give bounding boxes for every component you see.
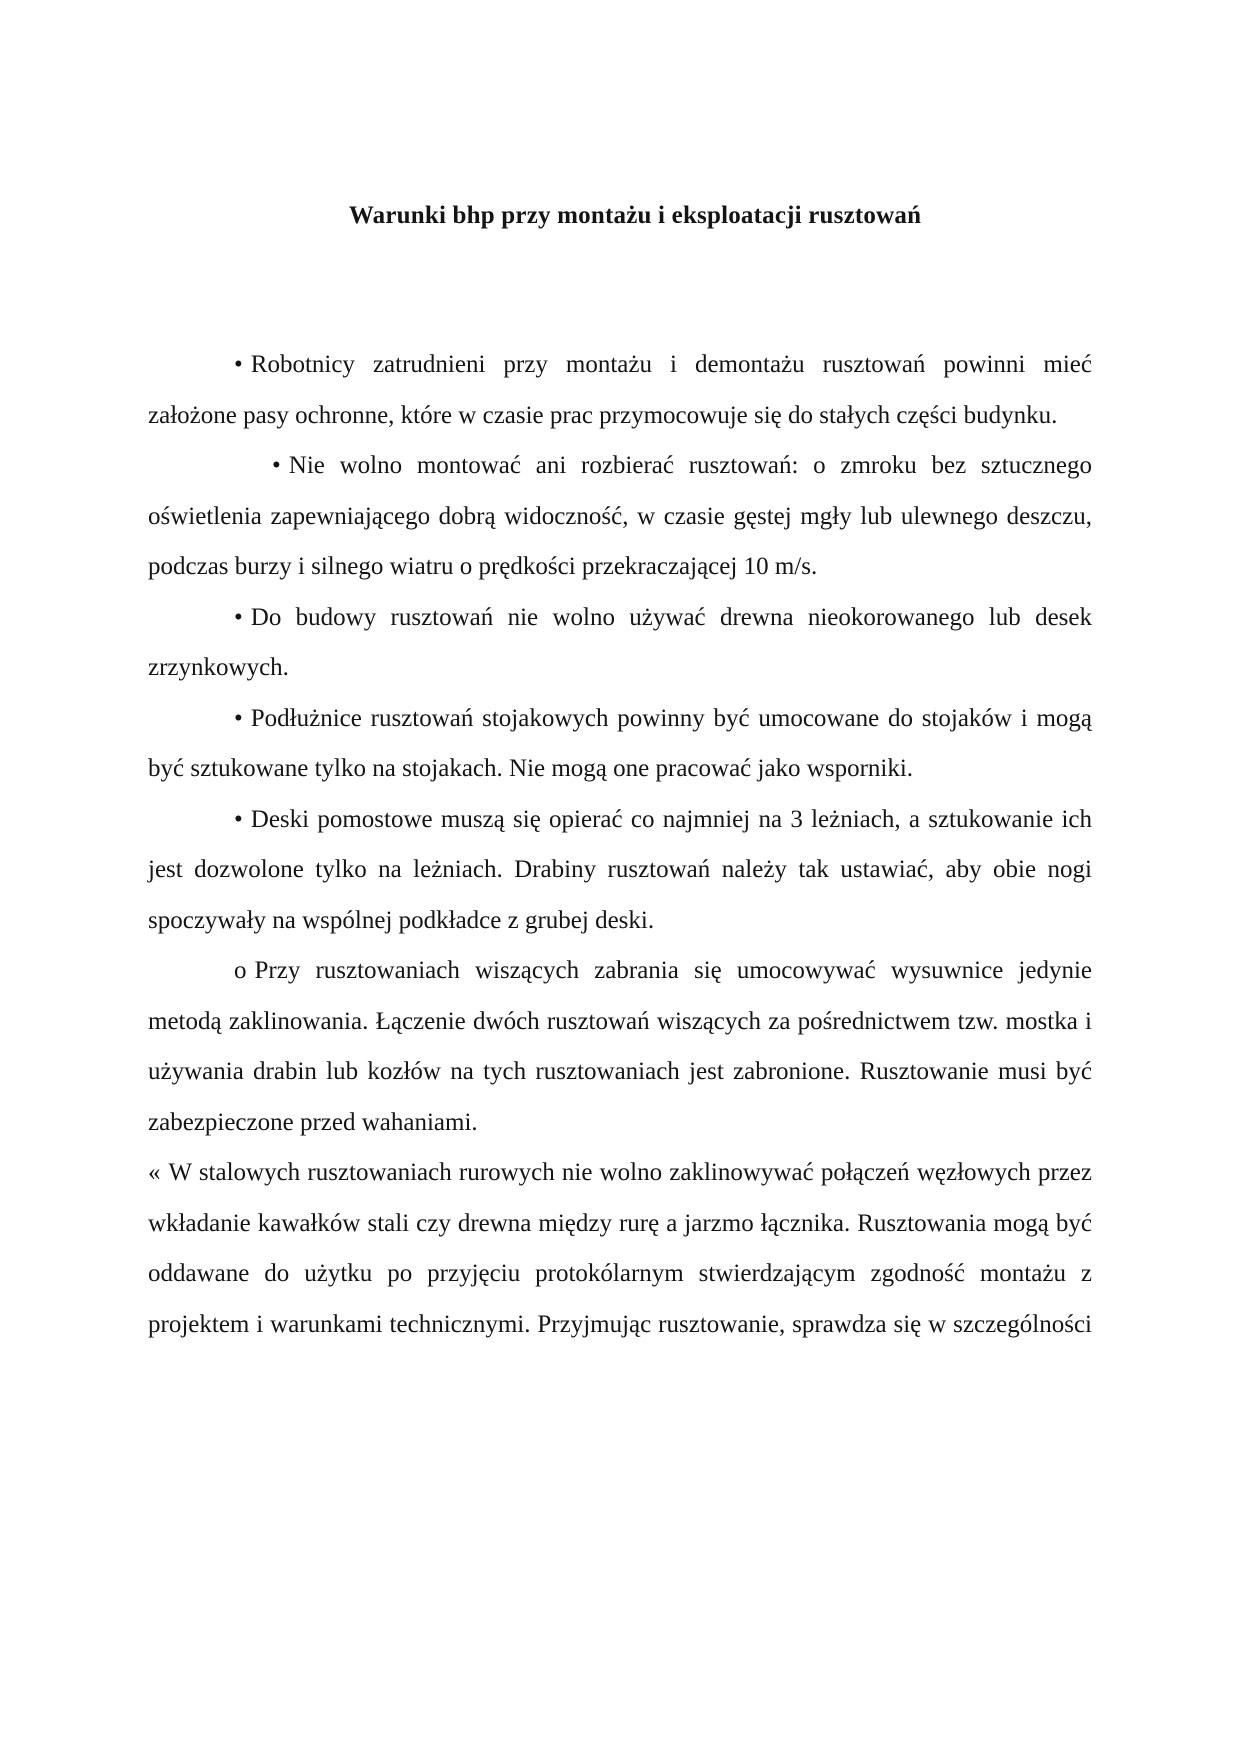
paragraph-7: [148, 1148, 1092, 1350]
paragraph-text: Przy rusztowaniach wiszących zabrania się umocowywać wysuwnice jedynie metodą zaklinowania. Łączenie dwóch rusztowań wiszących za pośrednictwem tzw. mostka i używania drabin lub kozłów na tych rusztowaniach jest zabronione. Rusztowanie musi być zabezpieczone przed wahaniami.: [148, 957, 1092, 1136]
paragraph-6: [148, 946, 1092, 1148]
paragraph-text: Nie wolno montować ani rozbierać rusztowań: o zmroku bez sztucznego oświetlenia zapewniającego dobrą widoczność, w czasie gęstej mgły lub ulewnego deszczu, podczas burzy i silnego wiatru o prędkości przekraczającej 10 m/s.: [148, 452, 1092, 580]
paragraph-2: [148, 441, 1092, 593]
paragraph-1: [148, 340, 1092, 441]
bullet-marker: •: [234, 603, 243, 631]
bullet-marker: •: [272, 452, 281, 479]
bullet-marker: «: [148, 1159, 161, 1186]
document-title: Warunki bhp przy montażu i eksploatacji rusztowań: [348, 202, 922, 229]
paragraph-text: Podłużnice rusztowań stojakowych powinny być umocowane do stojaków i mogą być sztukowane tylko na stojakach. Nie mogą one pracować jako wsporniki.: [148, 704, 1092, 782]
paragraph-3: [148, 593, 1092, 694]
paragraph-text: Do budowy rusztowań nie wolno używać drewna nieokorowanego lub desek zrzynkowych.: [148, 603, 1092, 681]
paragraph-4: [148, 694, 1092, 795]
bullet-marker: o: [234, 957, 247, 984]
paragraph-text: Deski pomostowe muszą się opierać co najmniej na 3 leżniach, a sztukowanie ich jest dozwolone tylko na leżniach. Drabiny rusztowań należy tak ustawiać, aby obie nogi spoczywały na wspólnej podkładce z grubej deski.: [148, 805, 1092, 934]
paragraph-5: [148, 795, 1092, 947]
paragraph-text: Robotnicy zatrudnieni przy montażu i demontażu rusztowań powinni mieć założone pasy ochronne, które w czasie prac przymocowuje się do stałych części budynku.: [148, 351, 1092, 429]
bullet-marker: •: [234, 351, 243, 378]
document-body: [148, 340, 1092, 1350]
bullet-marker: •: [234, 805, 243, 833]
paragraph-text: W stalowych rusztowaniach rurowych nie wolno zaklinowywać połączeń węzłowych przez wkładanie kawałków stali czy drewna między rurę a jarzmo łącznika. Rusztowania mogą być oddawane do użytku po przyjęciu protokólarnym stwierdzającym zgodność montażu z projektem i warunkami technicznymi. Przyjmując rusztowanie, sprawdza się w szczególności: [148, 1159, 1092, 1338]
bullet-marker: •: [234, 704, 243, 732]
